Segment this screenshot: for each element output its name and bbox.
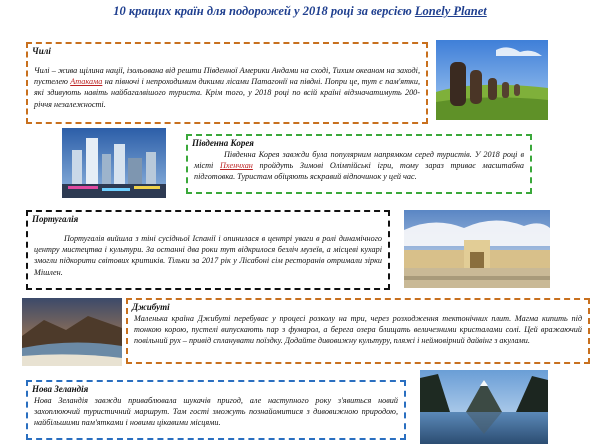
text-part: Південна Корея завжди була популярним напрямком серед туристів. У 2018 році в місті: [194, 150, 524, 171]
section-heading: Чилі: [32, 46, 51, 56]
text-part: пройдуть Зимові Олімпійські ігри, тому зараз триває масштабна підготовка. Туристам обіцяють яскравий відпочинок у цей час.: [194, 161, 524, 182]
section-text: [188, 149, 530, 183]
section-heading: Нова Зеландія: [32, 384, 89, 394]
section-south-korea: [186, 134, 532, 194]
section-djibouti: [126, 298, 590, 364]
section-heading: Джибуті: [132, 302, 170, 312]
section-chile: [26, 42, 428, 124]
section-heading: Португалія: [32, 214, 79, 224]
text-part: Чилі – жива щілина нації, ізольована від решти Південної Америки Андами на сході, Тихим океаном на заході, пустелею: [34, 66, 420, 87]
section-new-zealand: [26, 380, 406, 440]
moai-statues-photo: [436, 40, 548, 120]
link-pyeongchang[interactable]: Пхенчхан: [220, 161, 253, 171]
new-zealand-fjord-photo: [420, 370, 548, 444]
document-title: [0, 4, 600, 19]
section-text: Нова Зеландія завжди приваблювала шукачів пригод, але наступного року з'явиться новий захоплюючий туристичний маршрут. Там гості зможуть познайомитися з дивовижною природою, найбільшими пам'ятками і новими цікавими місцями.: [34, 396, 398, 428]
djibouti-landscape-photo: [22, 298, 122, 366]
link-atacama[interactable]: Атакама: [70, 77, 103, 87]
title-prefix: 10 кращих країн для подорожей у 2018 році за версією: [113, 4, 415, 18]
section-heading: Південна Корея: [192, 138, 254, 148]
text-part: на півночі і непроходимим дикими лісами Патагонії на півдні. Попри це, тут є пам'ятки, які здивують навіть найбагалвішого туриста. Крім того, у 2018 році по всій країні відзначатимуть 200-річчя незалежності.: [34, 77, 421, 109]
title-link-lonely-planet[interactable]: Lonely Planet: [414, 4, 487, 18]
lisbon-square-photo: [404, 210, 550, 288]
seoul-skyline-photo: [62, 128, 166, 198]
section-text: Португалія вийшла з тіні сусідньої Іспанії і опинилася в центрі уваги в ролі динамічного центру мистецтва і культури. За останні два роки тут відкрилося безліч музеїв, а місцеві кухарі змогли підкорити світових критиків. Тільки за 2017 рік у Лісабоні сім ресторанів отримали зірки Мішлен.: [34, 234, 382, 277]
section-text: Маленька країна Джибуті перебуває у процесі розколу на три, через розходження тектонічних плит. Магма кипить під тонкою корою, пустелі випускають пар з фумарол, а берега озера блищать величезними кристалами солі. Цей вражаючий повільний рух – привід спланувати поїздку. Додайте дивовижну культуру, пляжі і неймовірний дайвінг з акулами.: [134, 314, 582, 346]
section-portugal: [26, 210, 390, 290]
section-text: [28, 57, 426, 110]
